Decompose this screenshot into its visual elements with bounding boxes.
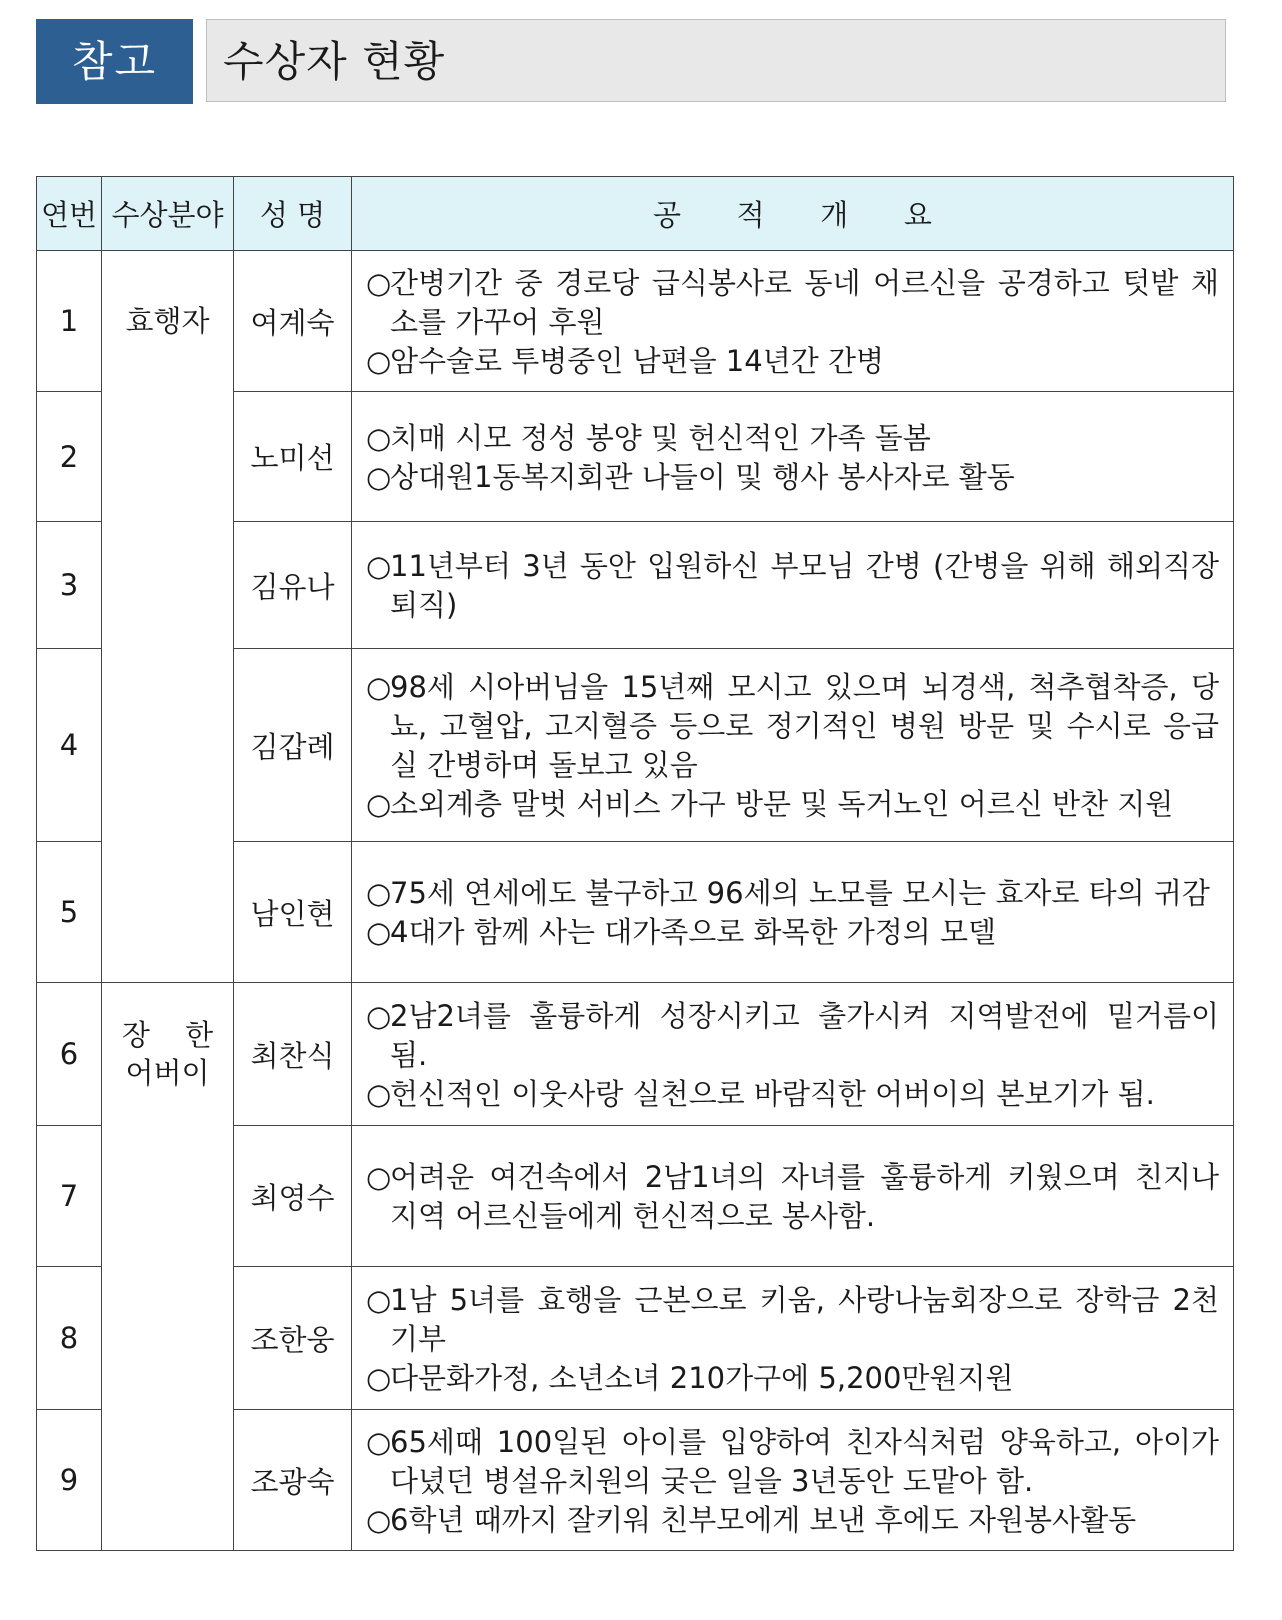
- summary-text: 암수술로 투병중인 남편을 14년간 간병: [390, 343, 884, 378]
- row-number: 5: [37, 842, 102, 983]
- summary-text: 65세때 100일된 아이를 입양하여 친자식처럼 양육하고, 아이가 다녔던 병설유치원의 궂은 일을 3년동안 도맡아 함.: [390, 1424, 1219, 1498]
- summary-item: [366, 458, 1219, 497]
- summary-text: 다문화가정, 소년소녀 210가구에 5,200만원지원: [390, 1360, 1014, 1395]
- bullet-icon: ○: [366, 1360, 392, 1395]
- summary-item: [366, 264, 1219, 342]
- row-number: 6: [37, 983, 102, 1126]
- summary-item: [366, 342, 1219, 381]
- summary-item: [366, 997, 1219, 1075]
- summary-text: 헌신적인 이웃사랑 실천으로 바람직한 어버이의 본보기가 됨.: [390, 1076, 1155, 1111]
- row-number: 1: [37, 251, 102, 392]
- bullet-icon: ○: [366, 876, 392, 910]
- summary-text: 소외계층 말벗 서비스 가구 방문 및 독거노인 어르신 반찬 지원: [390, 787, 1174, 821]
- summary-item: [366, 874, 1219, 913]
- achievement-summary: [352, 649, 1234, 842]
- row-number: 3: [37, 522, 102, 649]
- bullet-icon: ○: [366, 1424, 392, 1459]
- bullet-icon: ○: [366, 265, 392, 300]
- column-header-summary: 공 적 개 요: [352, 177, 1234, 251]
- awardee-name: 최영수: [234, 1126, 352, 1267]
- summary-text: 11년부터 3년 동안 입원하신 부모님 간병 (간병을 위해 해외직장 퇴직): [390, 549, 1219, 622]
- summary-item: [366, 1158, 1219, 1236]
- awardee-name: 김유나: [234, 522, 352, 649]
- table-header-row: [37, 177, 1234, 251]
- awardee-name: 김갑례: [234, 649, 352, 842]
- bullet-icon: ○: [366, 343, 392, 378]
- bullet-icon: ○: [366, 1160, 392, 1194]
- row-number: 9: [37, 1410, 102, 1551]
- summary-item: [366, 668, 1219, 785]
- table-body: [37, 251, 1234, 1551]
- page-title: 수상자 현황: [206, 19, 1226, 102]
- bullet-icon: ○: [366, 549, 392, 583]
- bullet-icon: ○: [366, 420, 392, 455]
- awardee-name: 조한웅: [234, 1267, 352, 1410]
- awardee-name: 최찬식: [234, 983, 352, 1126]
- achievement-summary: [352, 251, 1234, 392]
- achievement-summary: [352, 842, 1234, 983]
- summary-text: 4대가 함께 사는 대가족으로 화목한 가정의 모델: [390, 915, 997, 949]
- awardees-table: [36, 176, 1234, 1551]
- row-number: 8: [37, 1267, 102, 1410]
- achievement-summary: [352, 1410, 1234, 1551]
- summary-item: [366, 1423, 1219, 1501]
- category-label: 효행자: [125, 304, 210, 338]
- row-number: 2: [37, 392, 102, 522]
- summary-text: 75세 연세에도 불구하고 96세의 노모를 모시는 효자로 타의 귀감: [390, 876, 1210, 910]
- summary-text: 상대원1동복지회관 나들이 및 행사 봉사자로 활동: [390, 459, 1015, 494]
- bullet-icon: ○: [366, 787, 392, 821]
- summary-text: 6학년 때까지 잘키워 친부모에게 보낸 후에도 자원봉사활동: [390, 1502, 1137, 1537]
- bullet-icon: ○: [366, 915, 392, 949]
- awardee-name: 남인현: [234, 842, 352, 983]
- achievement-summary: [352, 1126, 1234, 1267]
- column-header-number: 연번: [37, 177, 102, 251]
- summary-text: 치매 시모 정성 봉양 및 헌신적인 가족 돌봄: [390, 420, 931, 455]
- summary-text: 1남 5녀를 효행을 근본으로 키움, 사랑나눔회장으로 장학금 2천 기부: [390, 1282, 1219, 1356]
- bullet-icon: ○: [366, 670, 392, 704]
- column-header-name: 성 명: [234, 177, 352, 251]
- award-category: [102, 983, 234, 1551]
- summary-item: [366, 1281, 1219, 1359]
- bullet-icon: ○: [366, 1282, 392, 1317]
- summary-item: [366, 419, 1219, 458]
- table-row: [37, 983, 1234, 1126]
- column-header-category: 수상분야: [102, 177, 234, 251]
- category-label-line1: 장 한: [121, 1018, 214, 1052]
- bullet-icon: ○: [366, 1502, 392, 1537]
- summary-text: 98세 시아버님을 15년째 모시고 있으며 뇌경색, 척추협착증, 당뇨, 고혈압, 고지혈증 등으로 정기적인 병원 방문 및 수시로 응급실 간병하며 돌보고 있음: [390, 670, 1219, 782]
- achievement-summary: [352, 392, 1234, 522]
- summary-item: [366, 913, 1219, 952]
- summary-item: [366, 1359, 1219, 1398]
- bullet-icon: ○: [366, 459, 392, 494]
- bullet-icon: ○: [366, 1076, 392, 1111]
- row-number: 7: [37, 1126, 102, 1267]
- summary-item: [366, 1075, 1219, 1114]
- summary-item: [366, 785, 1219, 824]
- summary-text: 간병기간 중 경로당 급식봉사로 동네 어르신을 공경하고 텃밭 채소를 가꾸어 후원: [390, 265, 1219, 339]
- awardee-name: 여계숙: [234, 251, 352, 392]
- achievement-summary: [352, 1267, 1234, 1410]
- achievement-summary: [352, 983, 1234, 1126]
- category-label-line2: 어버이: [125, 1055, 210, 1090]
- row-number: 4: [37, 649, 102, 842]
- achievement-summary: [352, 522, 1234, 649]
- summary-text: 어려운 여건속에서 2남1녀의 자녀를 훌륭하게 키웠으며 친지나 지역 어르신들에게 헌신적으로 봉사함.: [390, 1160, 1219, 1233]
- awardee-name: 노미선: [234, 392, 352, 522]
- summary-item: [366, 1501, 1219, 1540]
- bullet-icon: ○: [366, 998, 392, 1033]
- reference-badge: 참고: [36, 19, 193, 104]
- table-row: [37, 251, 1234, 392]
- summary-item: [366, 547, 1219, 625]
- summary-text: 2남2녀를 훌륭하게 성장시키고 출가시켜 지역발전에 밑거름이 됨.: [390, 998, 1219, 1072]
- award-category: [102, 251, 234, 983]
- awardee-name: 조광숙: [234, 1410, 352, 1551]
